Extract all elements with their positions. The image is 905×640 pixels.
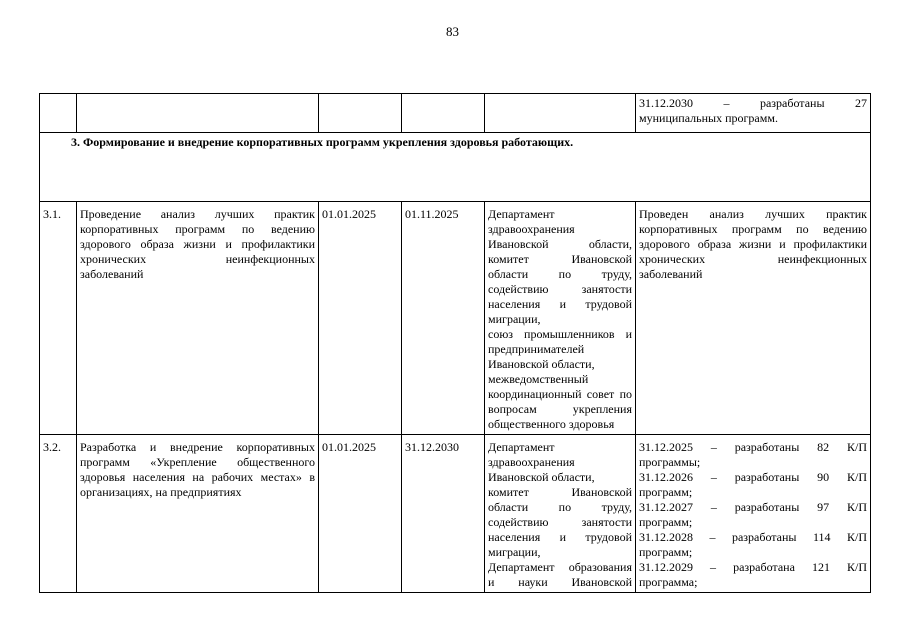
text-line: координационный совет по	[488, 387, 632, 401]
text-line: 31.12.2028 – разработаны 114 К/П	[639, 530, 867, 544]
text-line: программа;	[639, 575, 698, 589]
text-line: здорового образа жизни и профилактики	[639, 237, 867, 251]
text-line: Разработка и внедрение корпоративных	[80, 440, 315, 454]
section-title	[40, 133, 871, 202]
text-line: миграции,	[488, 312, 541, 326]
text-line: заболеваний	[639, 267, 703, 281]
text-line: комитет Ивановской	[488, 485, 632, 499]
cell-name	[77, 435, 319, 593]
text-line: хронических неинфекционных	[639, 252, 867, 266]
text-line: союз промышленников и	[488, 327, 632, 341]
section-row	[40, 133, 871, 202]
text-line: населения и трудовой	[488, 297, 632, 311]
text-line: общественного здоровья	[488, 417, 615, 431]
text-line: области по труду,	[488, 267, 632, 281]
text-line: корпоративных программ по ведению	[80, 222, 315, 236]
result-line: муниципальных программ.	[639, 111, 778, 125]
text-line: предпринимателей	[488, 342, 585, 356]
text-line: комитет Ивановской	[488, 252, 632, 266]
text-line: программ «Укрепление общественного	[80, 455, 315, 469]
text-line: вопросам укрепления	[488, 402, 632, 416]
table-row	[40, 94, 871, 133]
text-line: Ивановской области,	[488, 470, 595, 484]
cell-executor	[485, 94, 636, 133]
cell-name	[77, 202, 319, 435]
text-line: 31.12.2029 – разработана 121 К/П	[639, 560, 867, 574]
text-line: миграции,	[488, 545, 541, 559]
text-line: хронических неинфекционных	[80, 252, 315, 266]
text-line: программ;	[639, 545, 693, 559]
cell-start	[319, 94, 402, 133]
text-line: 31.12.2027 – разработаны 97 К/П	[639, 500, 867, 514]
cell-result	[636, 94, 871, 133]
text-line: межведомственный	[488, 372, 589, 386]
text-line: содействию занятости	[488, 282, 632, 296]
text-line: корпоративных программ по ведению	[639, 222, 867, 236]
cell-result	[636, 202, 871, 435]
page-number: 83	[446, 24, 459, 39]
text-line: здравоохранения	[488, 455, 575, 469]
text-line: Департамент	[488, 207, 555, 221]
cell-start: 01.01.2025	[319, 202, 402, 435]
cell-end: 31.12.2030	[402, 435, 485, 593]
table-row	[40, 202, 871, 435]
cell-start: 01.01.2025	[319, 435, 402, 593]
text-line: Ивановской области,	[488, 237, 632, 251]
cell-num	[40, 94, 77, 133]
cell-executor	[485, 202, 636, 435]
table-row	[40, 435, 871, 593]
cell-end	[402, 94, 485, 133]
text-line: программ;	[639, 485, 693, 499]
text-line: программ;	[639, 515, 693, 529]
text-line: Департамент	[488, 440, 555, 454]
text-line: здравоохранения	[488, 222, 575, 236]
text-line: и науки Ивановской	[488, 575, 632, 589]
text-line: содействию занятости	[488, 515, 632, 529]
text-line: Проведен анализ лучших практик	[639, 207, 867, 221]
text-line: населения и трудовой	[488, 530, 632, 544]
result-line: 31.12.2030 – разработаны 27	[639, 96, 867, 110]
text-line: 31.12.2025 – разработаны 82 К/П	[639, 440, 867, 454]
text-line: заболеваний	[80, 267, 144, 281]
text-line: Ивановской области,	[488, 357, 595, 371]
cell-num: 3.1.	[40, 202, 77, 435]
cell-num: 3.2.	[40, 435, 77, 593]
text-line: 31.12.2026 – разработаны 90 К/П	[639, 470, 867, 484]
section-title-text: 3. Формирование и внедрение корпоративных программ укрепления здоровья работающих.	[71, 135, 574, 149]
text-line: здоровья населения на рабочих местах» в	[80, 470, 315, 484]
cell-name	[77, 94, 319, 133]
text-line: программы;	[639, 455, 701, 469]
text-line: Проведение анализ лучших практик	[80, 207, 315, 221]
cell-end: 01.11.2025	[402, 202, 485, 435]
text-line: Департамент образования	[488, 560, 632, 574]
text-line: организациях, на предприятиях	[80, 485, 242, 499]
cell-executor	[485, 435, 636, 593]
plan-table	[39, 93, 871, 593]
cell-result	[636, 435, 871, 593]
text-line: области по труду,	[488, 500, 632, 514]
text-line: здорового образа жизни и профилактики	[80, 237, 315, 251]
